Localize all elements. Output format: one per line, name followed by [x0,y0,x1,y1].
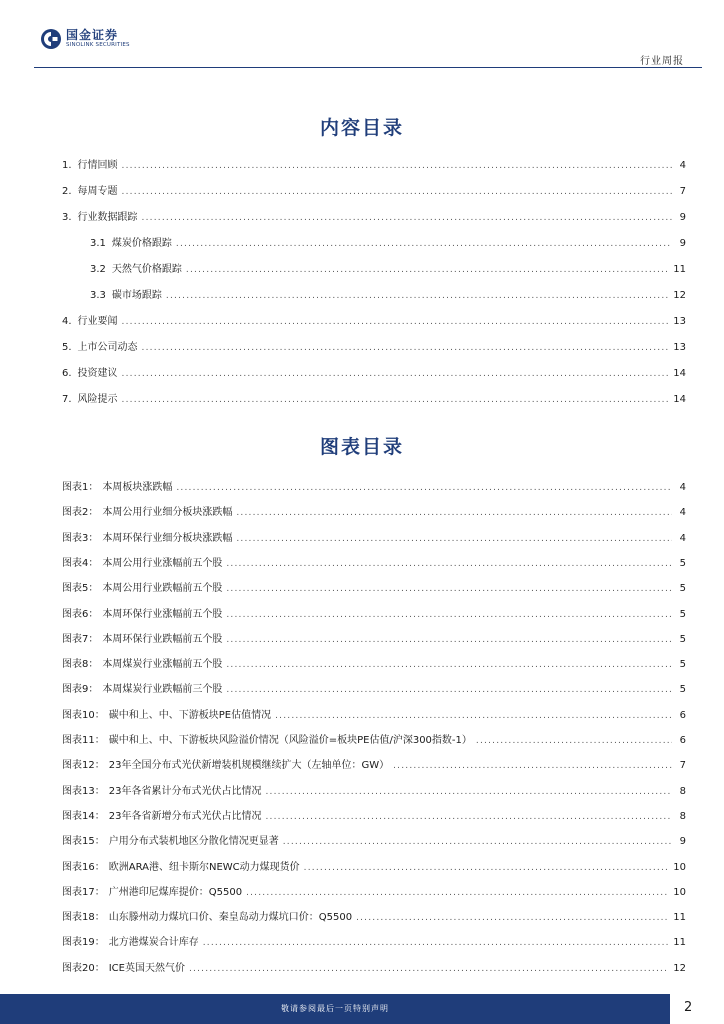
figure-entry-number: 图表7： [62,633,99,645]
figure-entry-18[interactable] [62,908,686,922]
figure-entry-number: 图表20： [62,962,105,974]
toc-entry-label: 碳市场跟踪 [111,290,162,301]
toc-entry-7[interactable] [62,390,686,404]
figure-entry-number: 图表3： [62,532,99,544]
leader-dots [265,787,672,797]
figure-entry-11[interactable] [62,731,686,745]
figure-entry-page: 4 [679,482,686,493]
leader-dots [176,483,672,493]
figure-entry-page: 12 [673,962,686,974]
figure-entry-label: 本周环保行业细分板块涨跌幅 [102,532,233,544]
figure-entry-number: 图表18： [62,912,105,924]
leader-dots [226,584,672,594]
toc-entry-5[interactable] [62,338,686,352]
figure-entry-page: 5 [679,659,686,671]
figure-entry-14[interactable] [62,807,686,821]
figure-entry-page: 7 [679,760,686,772]
figure-entry-label: 本周公用行业细分板块涨跌幅 [102,507,233,519]
leader-dots [142,343,670,353]
toc-entry-6[interactable] [62,364,686,378]
figure-entry-page: 5 [679,583,686,595]
toc-entry-number: 3.2 [90,264,106,275]
figure-entry-4[interactable] [62,554,686,568]
figure-entry-number: 图表10： [62,709,105,721]
leader-dots [236,508,672,518]
figure-entry-15[interactable] [62,832,686,846]
figure-entry-number: 图表13： [62,785,105,797]
figure-entry-7[interactable] [62,630,686,644]
leader-dots [176,239,672,249]
figure-entry-label: 本周板块涨跌幅 [102,482,173,493]
figure-entry-label: 本周公用行业涨幅前五个股 [102,557,223,569]
toc-entry-number: 5. [62,342,72,353]
toc-entry-number: 3.3 [90,290,106,301]
toc-entry-page: 13 [673,342,686,353]
figure-entry-label: 本周公用行业跌幅前五个股 [102,583,223,595]
figure-entry-number: 图表5： [62,583,99,595]
leader-dots [122,369,670,379]
figure-entry-number: 图表1： [62,482,99,493]
figure-entry-page: 5 [679,557,686,569]
leader-dots [283,837,672,847]
figure-entry-label: 碳中和上、中、下游板块风险溢价情况（风险溢价=板块PE估值/沪深300指数-1） [108,735,472,746]
toc-title: 内容目录 [319,117,404,139]
toc-entry-3-2[interactable] [90,260,686,274]
figure-entry-page: 10 [673,886,686,898]
figure-entry-label: 北方港煤炭合计库存 [108,937,199,949]
figure-entry-page: 11 [673,912,686,924]
toc-entry-4[interactable] [62,312,686,326]
leader-dots [275,711,672,721]
toc-entry-page: 4 [679,160,686,171]
figure-entry-number: 图表2： [62,507,99,519]
figure-entry-label: 欧洲ARA港、纽卡斯尔NEWC动力煤现货价 [108,861,300,873]
leader-dots [186,265,669,275]
figure-entry-page: 4 [679,507,686,519]
figure-entry-17[interactable] [62,883,686,897]
figure-entry-label: 山东滕州动力煤坑口价、秦皇岛动力煤坑口价：Q5500 [108,912,353,924]
figure-entry-16[interactable] [62,858,686,872]
figure-entry-page: 8 [679,785,686,797]
leader-dots [226,610,672,620]
toc-entry-number: 2. [62,186,72,197]
leader-dots [226,660,672,670]
toc-entry-label: 投资建议 [77,368,118,379]
leader-dots [265,812,672,822]
leader-dots [226,559,672,569]
figure-entry-6[interactable] [62,605,686,619]
toc-entry-page: 13 [673,316,686,327]
toc-entry-label: 煤炭价格跟踪 [111,238,172,249]
toc-entry-number: 7. [62,394,72,405]
toc-entry-label: 风险提示 [77,394,118,405]
page-header [0,0,724,70]
figure-entry-10[interactable] [62,706,686,720]
figure-entry-page: 6 [679,735,686,746]
figure-entry-label: ICE英国天然气价 [108,962,185,974]
figure-entry-9[interactable] [62,680,686,694]
toc-entry-page: 12 [673,290,686,301]
toc-entry-page: 9 [679,238,686,249]
leader-dots [189,964,669,974]
figure-entry-label: 广州港印尼煤库提价：Q5500 [108,886,243,898]
leader-dots [122,395,670,405]
figure-entry-label: 23年全国分布式光伏新增装机规模继续扩大（左轴单位：GW） [108,760,390,772]
toc-entry-number: 3.1 [90,238,106,249]
toc-entry-page: 11 [673,264,686,275]
figure-entry-3[interactable] [62,529,686,543]
leader-dots [142,213,672,223]
toc-entry-label: 行情回顾 [77,160,118,171]
leader-dots [122,187,672,197]
leader-dots [166,291,669,301]
figure-entry-page: 10 [673,861,686,873]
figure-entry-label: 本周煤炭行业跌幅前三个股 [102,684,223,696]
leader-dots [393,761,672,771]
figure-entry-number: 图表9： [62,684,99,696]
figure-entry-number: 图表14： [62,810,105,822]
figure-entry-13[interactable] [62,782,686,796]
company-logo [40,28,130,50]
toc-entry-page: 7 [679,186,686,197]
logo-chinese-name: 国金证券 [66,28,119,43]
figure-entry-number: 图表11： [62,735,105,746]
leader-dots [122,317,670,327]
leader-dots [356,913,669,923]
toc-entry-3-1[interactable] [90,234,686,248]
figure-entry-page: 6 [679,709,686,721]
figure-entry-5[interactable] [62,579,686,593]
toc-entry-label: 每周专题 [77,186,118,197]
figure-entry-label: 23年各省累计分布式光伏占比情况 [108,785,262,797]
figure-entry-label: 本周环保行业涨幅前五个股 [102,608,223,620]
figure-entry-page: 5 [679,608,686,620]
figure-entry-page: 5 [679,633,686,645]
toc-entry-page: 14 [673,368,686,379]
figure-entry-label: 23年各省新增分布式光伏占比情况 [108,810,262,822]
figure-entry-20[interactable] [62,959,686,973]
figure-entry-19[interactable] [62,933,686,947]
header-divider [34,67,702,68]
figure-entry-page: 5 [679,684,686,696]
leader-dots [226,635,672,645]
figure-entry-number: 图表8： [62,659,99,671]
toc-entry-label: 天然气价格跟踪 [111,264,182,275]
toc-entry-number: 4. [62,316,72,327]
toc-entry-1[interactable] [62,156,686,170]
figure-list-title: 图表目录 [319,436,404,458]
figure-entry-number: 图表4： [62,557,99,569]
report-type-label: 行业周报 [640,56,684,67]
toc-entry-number: 6. [62,368,72,379]
figure-entry-2[interactable] [62,503,686,517]
page-footer [0,994,724,1024]
toc-entry-label: 上市公司动态 [77,342,138,353]
figure-entry-12[interactable] [62,756,686,770]
figure-entry-page: 11 [673,937,686,949]
leader-dots [246,888,669,898]
toc-entry-page: 9 [679,212,686,223]
figure-entry-page: 9 [679,836,686,848]
footer-disclaimer: 敬请参阅最后一页特别声明 [281,1004,389,1013]
toc-entry-3-3[interactable] [90,286,686,300]
figure-entry-number: 图表16： [62,861,105,873]
figure-entry-number: 图表12： [62,760,105,772]
leader-dots [304,863,670,873]
leader-dots [236,534,672,544]
toc-entry-label: 行业要闻 [77,316,118,327]
page-number: 2 [684,1000,693,1015]
figure-entry-label: 本周环保行业跌幅前五个股 [102,633,223,645]
figure-entry-label: 本周煤炭行业涨幅前五个股 [102,659,223,671]
leader-dots [476,736,672,746]
figure-entry-page: 4 [679,532,686,544]
figure-entry-8[interactable] [62,655,686,669]
leader-dots [203,938,670,948]
leader-dots [122,161,672,171]
toc-entry-3[interactable] [62,208,686,222]
figure-entry-number: 图表6： [62,608,99,620]
logo-english-name: SINOLINK SECURITIES [66,42,130,49]
figure-entry-label: 碳中和上、中、下游板块PE估值情况 [108,709,272,721]
toc-entry-label: 行业数据跟踪 [77,212,138,223]
figure-entry-number: 图表17： [62,886,105,898]
figure-entry-number: 图表19： [62,937,105,949]
toc-entry-page: 14 [673,394,686,405]
figure-entry-1[interactable] [62,478,686,492]
toc-entry-number: 3. [62,212,72,223]
toc-entry-number: 1. [62,160,72,171]
figure-entry-number: 图表15： [62,836,105,848]
toc-entry-2[interactable] [62,182,686,196]
figure-entry-label: 户用分布式装机地区分散化情况更显著 [108,836,279,848]
sinolink-logo-icon [40,28,62,50]
figure-entry-page: 8 [679,810,686,822]
leader-dots [226,685,672,695]
